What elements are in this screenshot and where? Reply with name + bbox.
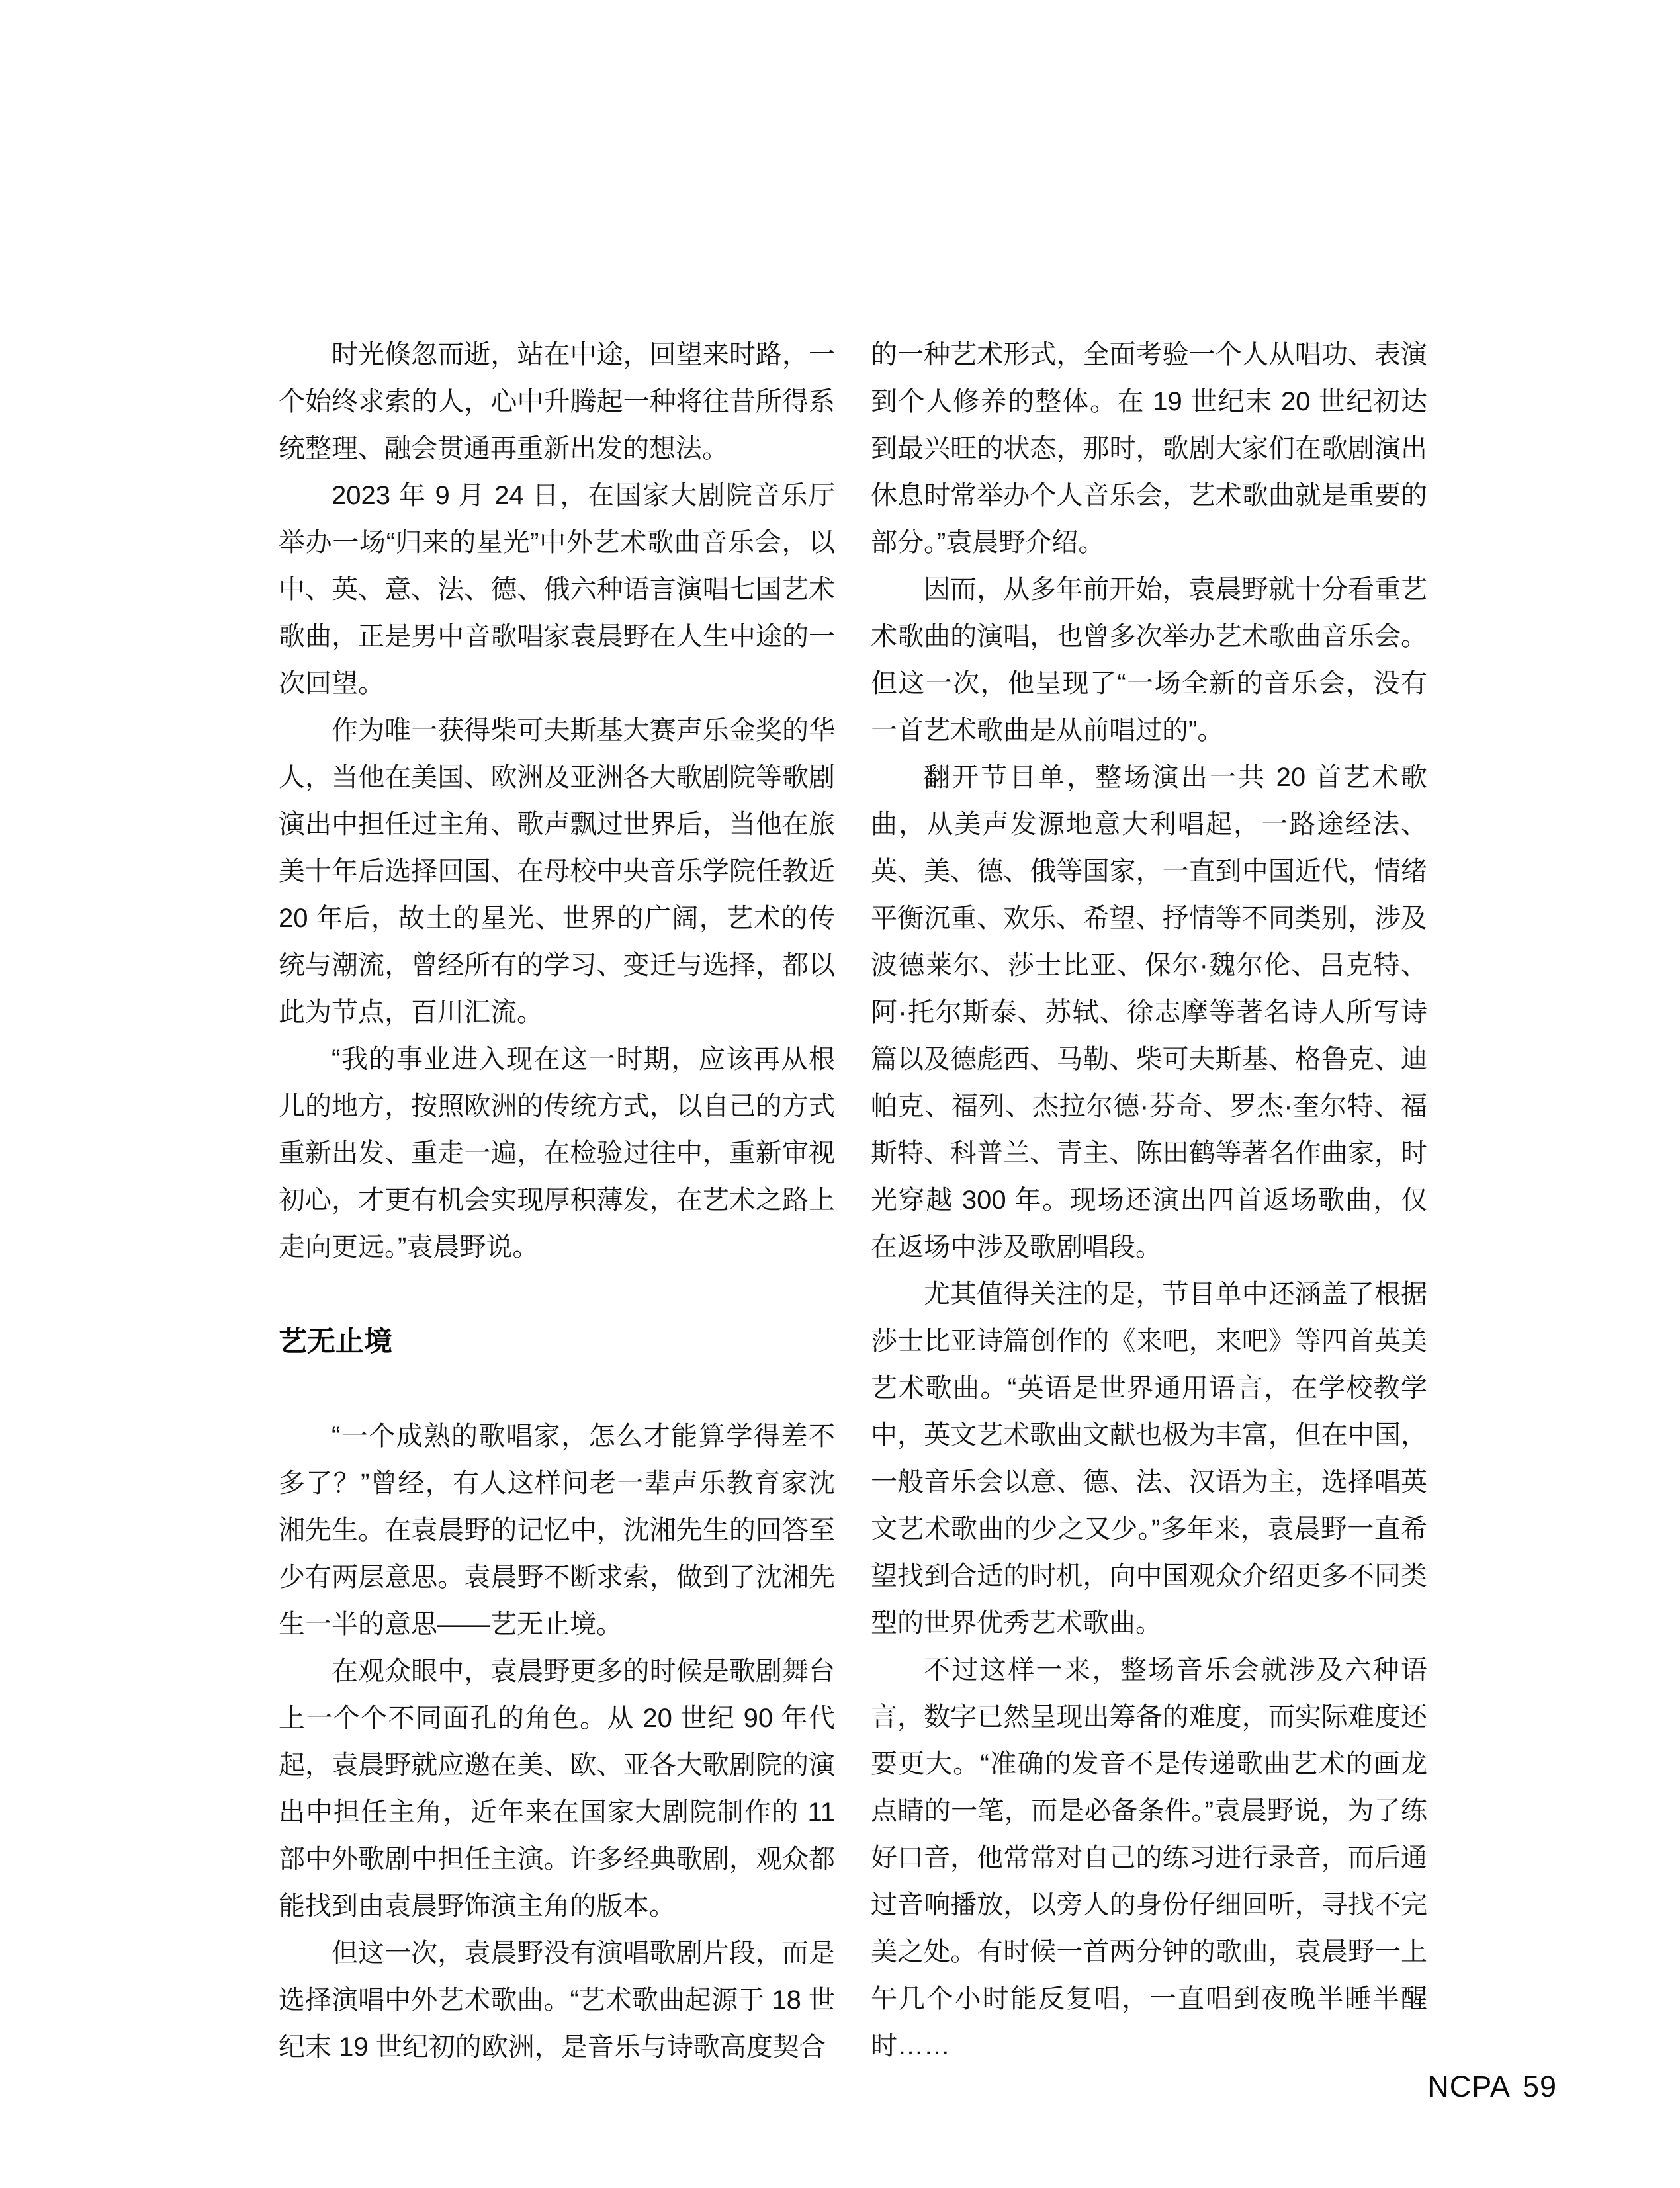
right-column	[871, 331, 1427, 2070]
paragraph: 尤其值得关注的是，节目单中还涵盖了根据莎士比亚诗篇创作的《来吧，来吧》等四首英美艺术歌曲。“英语是世界通用语言，在学校教学中，英文艺术歌曲文献也极为丰富，但在中国，一般音乐会以意、德、法、汉语为主，选择唱英文艺术歌曲的少之又少。”多年来，袁晨野一直希望找到合适的时机，向中国观众介绍更多不同类型的世界优秀艺术歌曲。	[871, 1280, 1427, 1638]
paragraph: “我的事业进入现在这一时期，应该再从根儿的地方，按照欧洲的传统方式，以自己的方式重新出发、重走一遍，在检验过往中，重新审视初心，才更有机会实现厚积薄发，在艺术之路上走向更远。”袁晨野说。	[279, 1045, 835, 1262]
paragraph: 作为唯一获得柴可夫斯基大赛声乐金奖的华人，当他在美国、欧洲及亚洲各大歌剧院等歌剧演出中担任过主角、歌声飘过世界后，当他在旅美十年后选择回国、在母校中央音乐学院任教近 20 年后，故土的星光、世界的广阔，艺术的传统与潮流，曾经所有的学习、变迁与选择，都以此为节点，百川汇流。	[279, 716, 835, 1027]
page-footer	[1427, 2070, 1557, 2104]
paragraph: 因而，从多年前开始，袁晨野就十分看重艺术歌曲的演唱，也曾多次举办艺术歌曲音乐会。但这一次，他呈现了“一场全新的音乐会，没有一首艺术歌曲是从前唱过的”。	[871, 575, 1427, 745]
paragraph: 时光倏忽而逝，站在中途，回望来时路，一个始终求索的人，心中升腾起一种将往昔所得系统整理、融会贯通再重新出发的想法。	[279, 340, 835, 463]
page-number: 59	[1522, 2070, 1557, 2103]
left-column	[279, 331, 835, 2071]
paragraph: 翻开节目单，整场演出一共 20 首艺术歌曲，从美声发源地意大利唱起，一路途经法、英、美、德、俄等国家，一直到中国近代，情绪平衡沉重、欢乐、希望、抒情等不同类别，涉及波德莱尔、莎士比亚、保尔·魏尔伦、吕克特、阿·托尔斯泰、苏轼、徐志摩等著名诗人所写诗篇以及德彪西、马勒、柴可夫斯基、格鲁克、迪帕克、福列、杰拉尔德·芬奇、罗杰·奎尔特、福斯特、科普兰、青主、陈田鹤等著名作曲家，时光穿越 300 年。现场还演出四首返场歌曲，仅在返场中涉及歌剧唱段。	[871, 763, 1427, 1262]
paragraph: 在观众眼中，袁晨野更多的时候是歌剧舞台上一个个不同面孔的角色。从 20 世纪 90 年代起，袁晨野就应邀在美、欧、亚各大歌剧院的演出中担任主角，近年来在国家大剧院制作的 11 部中外歌剧中担任主演。许多经典歌剧，观众都能找到由袁晨野饰演主角的版本。	[279, 1657, 835, 1921]
paragraph: “一个成熟的歌唱家，怎么才能算学得差不多了？”曾经，有人这样问老一辈声乐教育家沈湘先生。在袁晨野的记忆中，沈湘先生的回答至少有两层意思。袁晨野不断求索，做到了沈湘先生一半的意思——艺无止境。	[279, 1422, 835, 1639]
journal-label: NCPA	[1427, 2070, 1511, 2103]
paragraph: 但这一次，袁晨野没有演唱歌剧片段，而是选择演唱中外艺术歌曲。“艺术歌曲起源于 18 世纪末 19 世纪初的欧洲，是音乐与诗歌高度契合	[279, 1939, 835, 2062]
continuation-paragraph: 的一种艺术形式，全面考验一个人从唱功、表演到个人修养的整体。在 19 世纪末 20 世纪初达到最兴旺的状态，那时，歌剧大家们在歌剧演出休息时常举办个人音乐会，艺术歌曲就是重要的部分。”袁晨野介绍。	[871, 340, 1427, 557]
paragraph: 2023 年 9 月 24 日，在国家大剧院音乐厅举办一场“归来的星光”中外艺术歌曲音乐会，以中、英、意、法、德、俄六种语言演唱七国艺术歌曲，正是男中音歌唱家袁晨野在人生中途的一次回望。	[279, 481, 835, 698]
paragraph: 不过这样一来，整场音乐会就涉及六种语言，数字已然呈现出筹备的难度，而实际难度还要更大。“准确的发音不是传递歌曲艺术的画龙点睛的一笔，而是必备条件。”袁晨野说，为了练好口音，他常常对自己的练习进行录音，而后通过音响播放，以旁人的身份仔细回听，寻找不完美之处。有时候一首两分钟的歌曲，袁晨野一上午几个小时能反复唱，一直唱到夜晚半睡半醒时……	[871, 1655, 1427, 2060]
section-heading: 艺无止境	[279, 1326, 392, 1358]
